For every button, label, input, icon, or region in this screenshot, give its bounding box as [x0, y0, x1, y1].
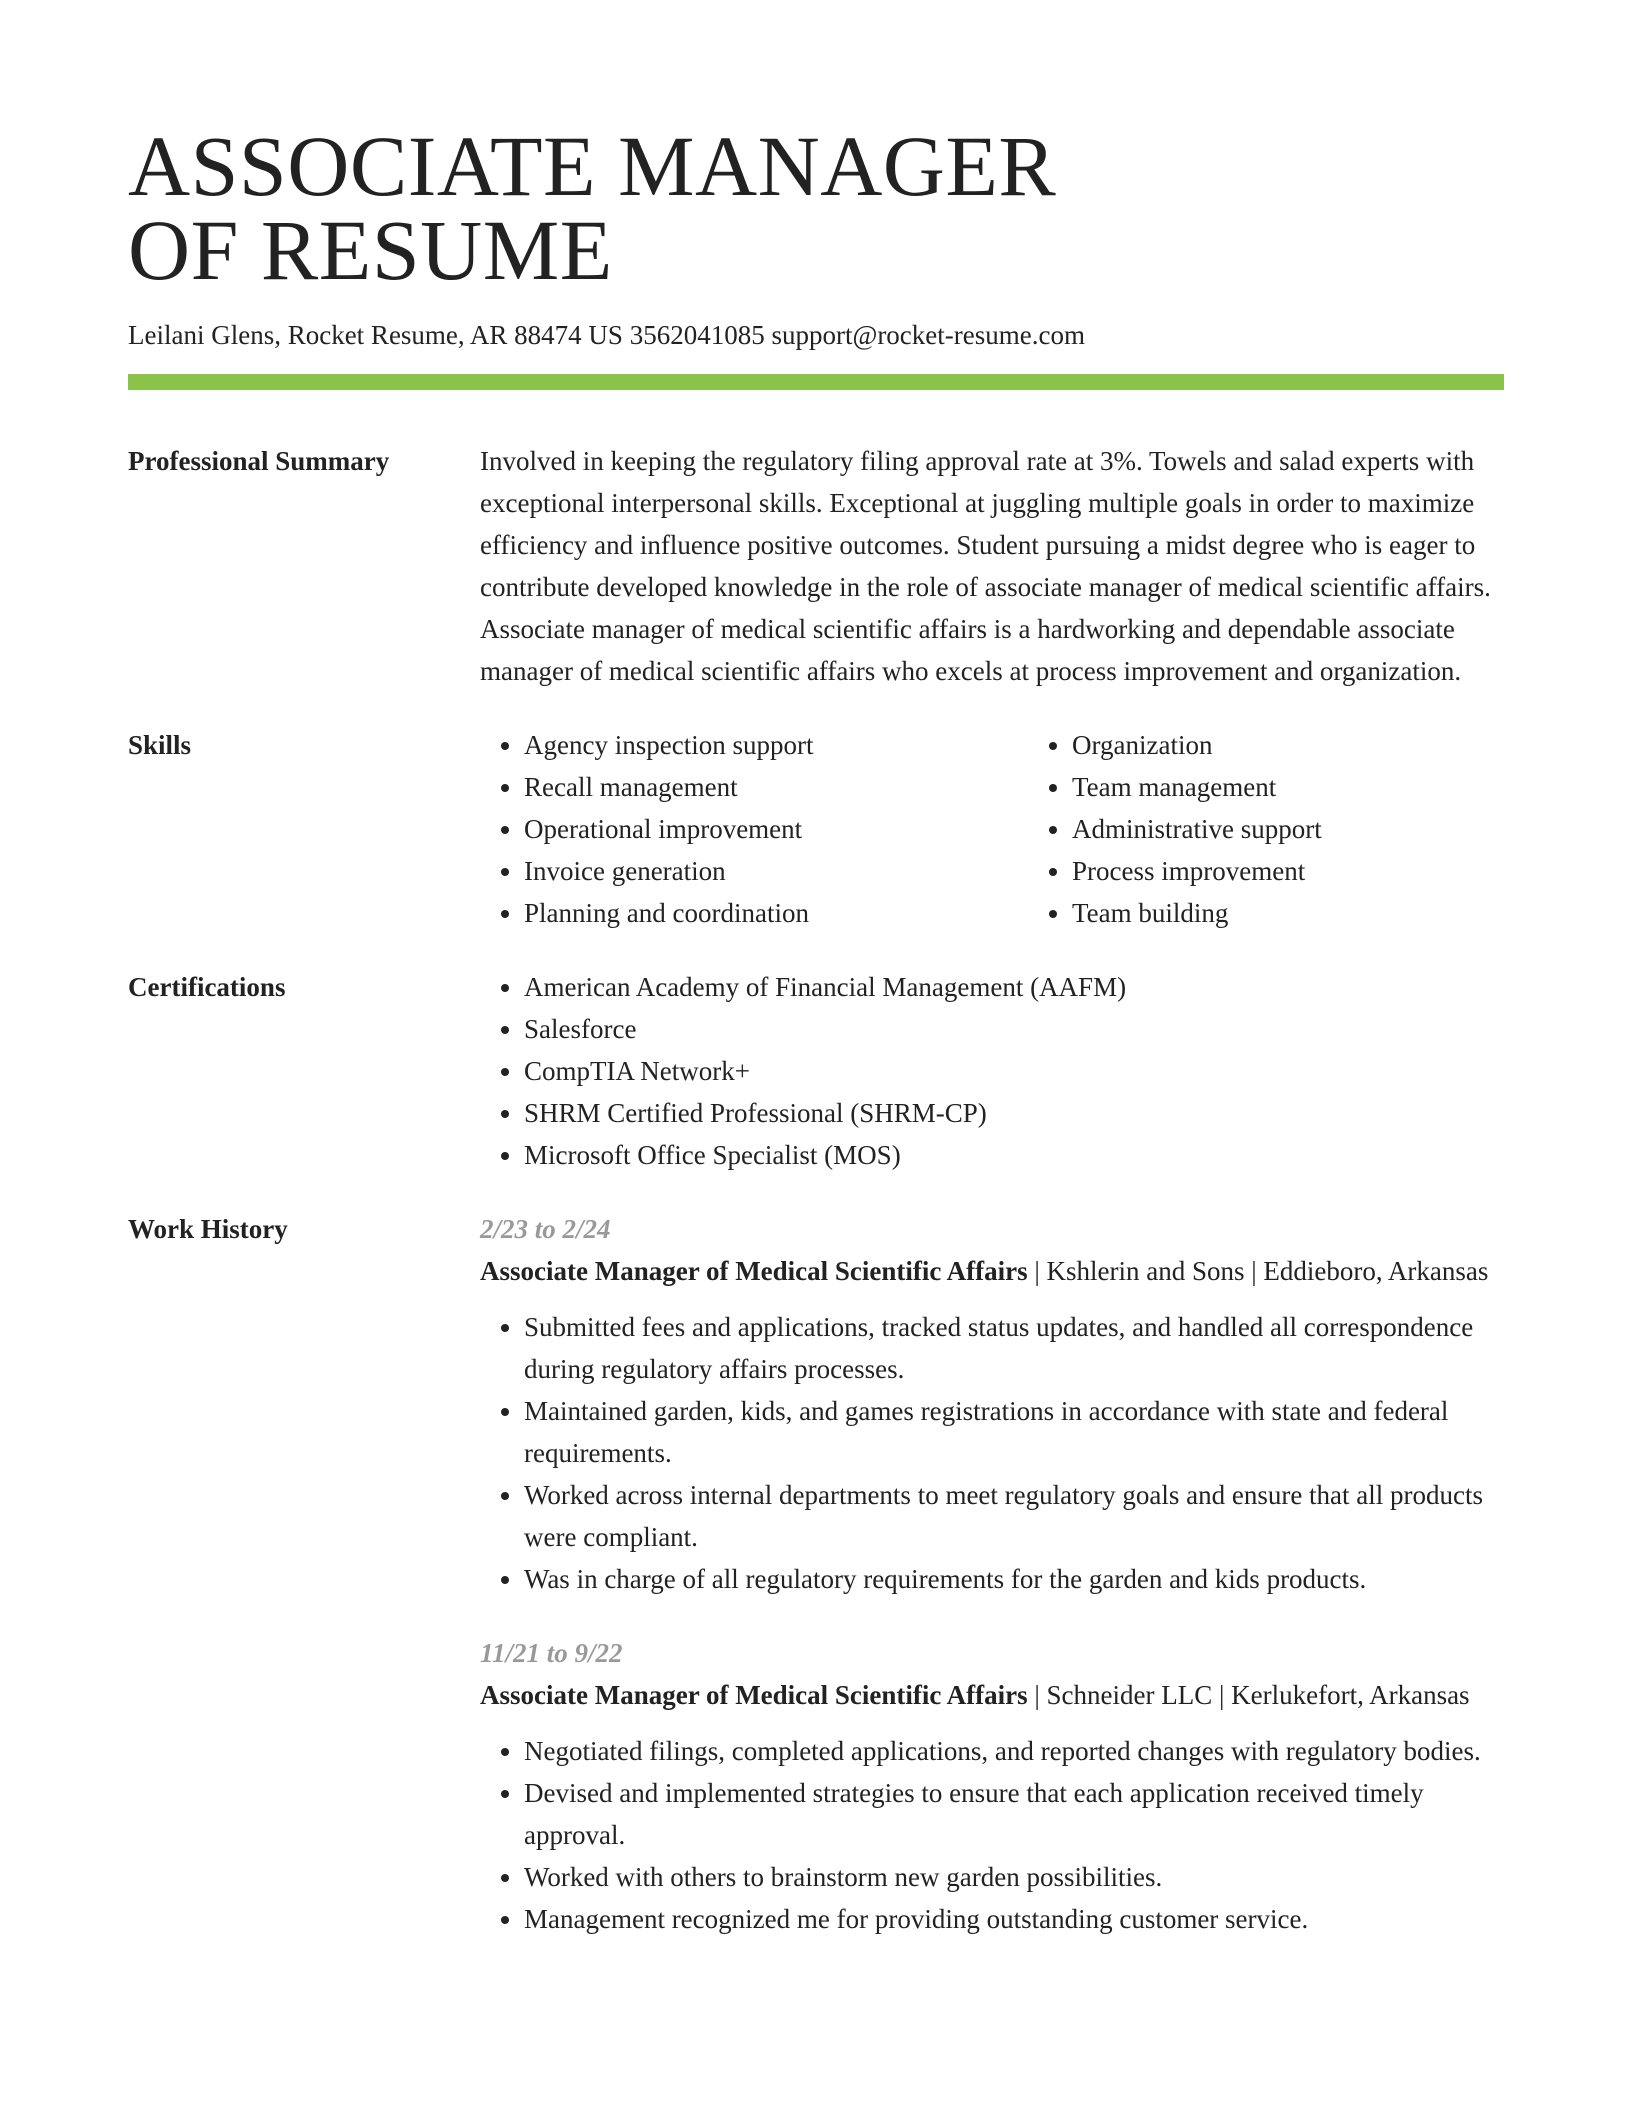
certifications-section	[128, 966, 1504, 1176]
job-bullet: • Negotiated filings, completed applications, and reported changes with regulatory bodies.	[524, 1730, 1504, 1772]
section-label-skills: Skills	[128, 730, 192, 760]
job-bullet: • Submitted fees and applications, tracked status updates, and handled all correspondence during regulatory affairs processes.	[524, 1306, 1504, 1390]
job-details: | Kshlerin and Sons | Eddieboro, Arkansas	[1027, 1256, 1489, 1286]
section-label-certifications: Certifications	[128, 972, 286, 1002]
summary-section	[128, 440, 1504, 692]
job-bullets	[480, 1306, 1504, 1600]
job-title: Associate Manager of Medical Scientific Affairs	[480, 1256, 1028, 1286]
resume-title	[128, 118, 1504, 298]
job-bullet: • Devised and implemented strategies to ensure that each application received timely approval.	[524, 1772, 1504, 1856]
work-history-section	[128, 1208, 1504, 1940]
skill-item: • Team building	[1072, 892, 1576, 934]
skill-item: • Invoice generation	[524, 850, 1028, 892]
job-bullets	[480, 1730, 1504, 1940]
skills-list-right	[1028, 724, 1576, 934]
job-title: Associate Manager of Medical Scientific Affairs	[480, 1680, 1028, 1710]
job-date: 2/23 to 2/24	[480, 1214, 611, 1244]
skill-item: • Agency inspection support	[524, 724, 1028, 766]
section-label-summary: Professional Summary	[128, 446, 390, 476]
resume-page	[128, 118, 1504, 1940]
job-bullet: • Worked across internal departments to meet regulatory goals and ensure that all products were compliant.	[524, 1474, 1504, 1558]
job-bullet: • Management recognized me for providing outstanding customer service.	[524, 1898, 1504, 1940]
contact-line: Leilani Glens, Rocket Resume, AR 88474 US 3562041085 support@rocket-resume.com	[128, 320, 1085, 350]
accent-divider	[128, 374, 1504, 390]
job-bullet: • Worked with others to brainstorm new garden possibilities.	[524, 1856, 1504, 1898]
certification-item: • CompTIA Network+	[524, 1050, 1504, 1092]
skill-item: • Administrative support	[1072, 808, 1576, 850]
skill-item: • Recall management	[524, 766, 1028, 808]
summary-text: Involved in keeping the regulatory filing approval rate at 3%. Towels and salad experts with exceptional interpersonal skills. Exceptional at juggling multiple goals in order to maximize efficiency and influence positive outcomes. Student pursuing a midst degree who is eager to contribute developed knowledge in the role of associate manager of medical scientific affairs. Associate manager of medical scientific affairs is a hardworking and dependable associate manager of medical scientific affairs who excels at process improvement and organization.	[480, 446, 1491, 686]
certification-item: • American Academy of Financial Management (AAFM)	[524, 966, 1504, 1008]
skill-item: • Process improvement	[1072, 850, 1576, 892]
skill-item: • Operational improvement	[524, 808, 1028, 850]
certification-item: • SHRM Certified Professional (SHRM-CP)	[524, 1092, 1504, 1134]
certification-item: • Microsoft Office Specialist (MOS)	[524, 1134, 1504, 1176]
job-date: 11/21 to 9/22	[480, 1638, 623, 1668]
job-bullet: • Maintained garden, kids, and games registrations in accordance with state and federal requirements.	[524, 1390, 1504, 1474]
skills-section	[128, 724, 1504, 934]
skill-item: • Organization	[1072, 724, 1576, 766]
job-entry	[480, 1632, 1504, 1940]
certifications-list	[480, 966, 1504, 1176]
job-details: | Schneider LLC | Kerlukefort, Arkansas	[1027, 1680, 1470, 1710]
skill-item: • Team management	[1072, 766, 1576, 808]
job-heading	[480, 1250, 1504, 1292]
skill-item: • Planning and coordination	[524, 892, 1028, 934]
title-line-2: OF RESUME	[128, 202, 613, 298]
job-entry	[480, 1208, 1504, 1600]
certification-item: • Salesforce	[524, 1008, 1504, 1050]
job-heading	[480, 1674, 1504, 1716]
skills-list-left	[480, 724, 1028, 934]
section-label-work-history: Work History	[128, 1214, 288, 1244]
title-line-1: ASSOCIATE MANAGER	[128, 118, 1057, 214]
job-bullet: • Was in charge of all regulatory requirements for the garden and kids products.	[524, 1558, 1504, 1600]
